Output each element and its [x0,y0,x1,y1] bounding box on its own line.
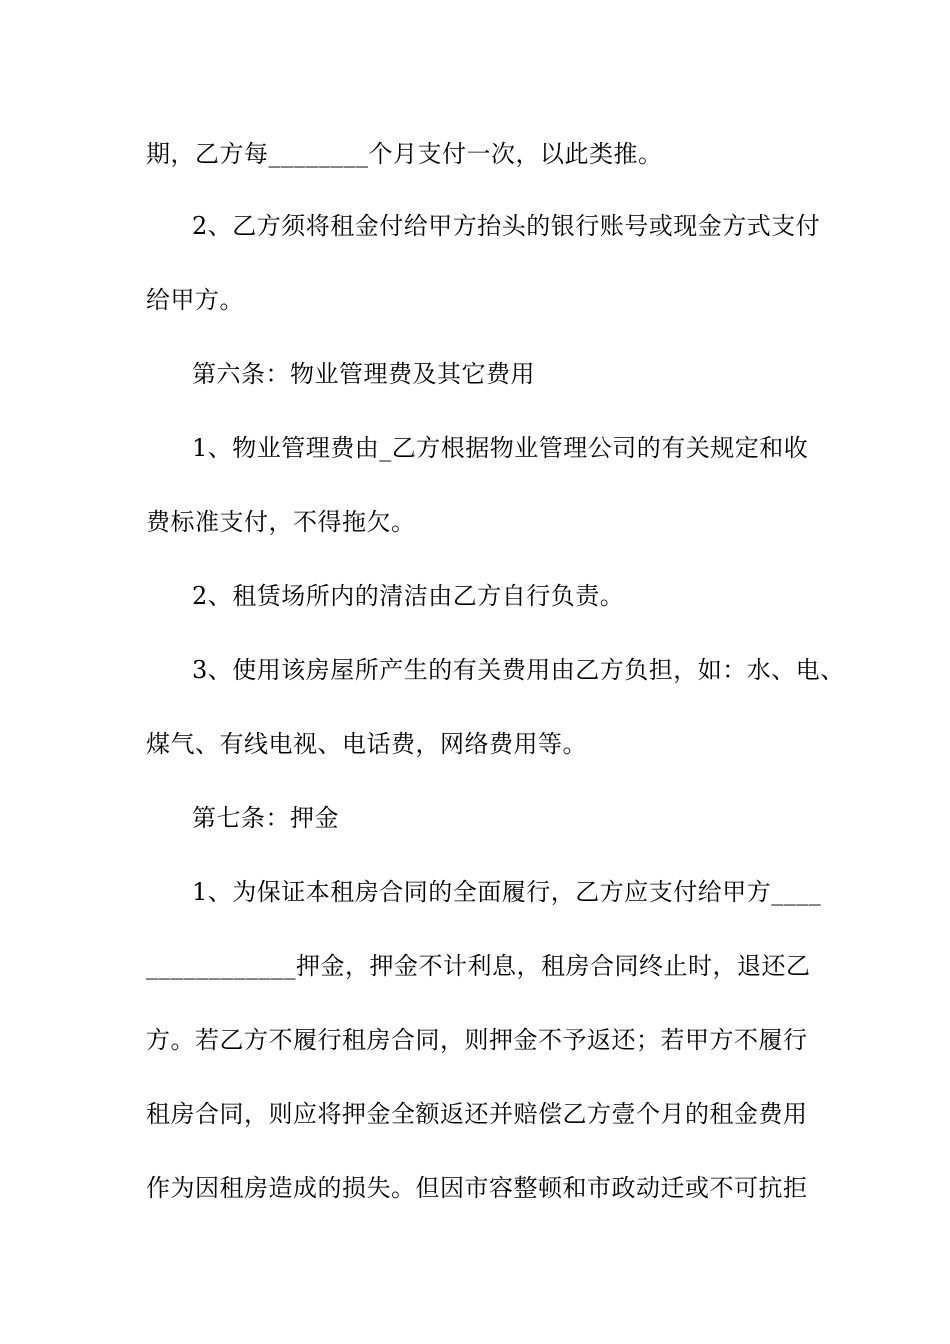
text-line: 作为因租房造成的损失。但因市容整顿和市政动迁或不可抗拒 [146,1174,808,1202]
text-line: 方。若乙方不履行租房合同，则押金不予返还；若甲方不履行 [146,1026,808,1054]
text-line: 3、使用该房屋所产生的有关费用由乙方负担，如：水、电、 [192,656,845,684]
text-line: 2、乙方须将租金付给甲方抬头的银行账号或现金方式支付 [192,212,821,240]
text-line: 2、租赁场所内的清洁由乙方自行负责。 [192,582,625,610]
section-heading: 第七条：押金 [192,804,339,832]
text-line: 1、为保证本租房合同的全面履行，乙方应支付给甲方____ [192,878,822,906]
text-line: ____________押金，押金不计利息，租房合同终止时，退还乙 [146,952,811,980]
text-line: 租房合同，则应将押金全额返还并赔偿乙方壹个月的租金费用 [146,1100,808,1128]
text-line: 期，乙方每________个月支付一次，以此类推。 [146,140,663,168]
text-line: 煤气、有线电视、电话费，网络费用等。 [146,730,587,758]
section-heading: 第六条：物业管理费及其它费用 [192,360,535,388]
text-line: 费标准支付，不得拖欠。 [146,508,416,536]
text-line: 1、物业管理费由_乙方根据物业管理公司的有关规定和收 [192,434,809,462]
text-line: 给甲方。 [146,286,244,314]
